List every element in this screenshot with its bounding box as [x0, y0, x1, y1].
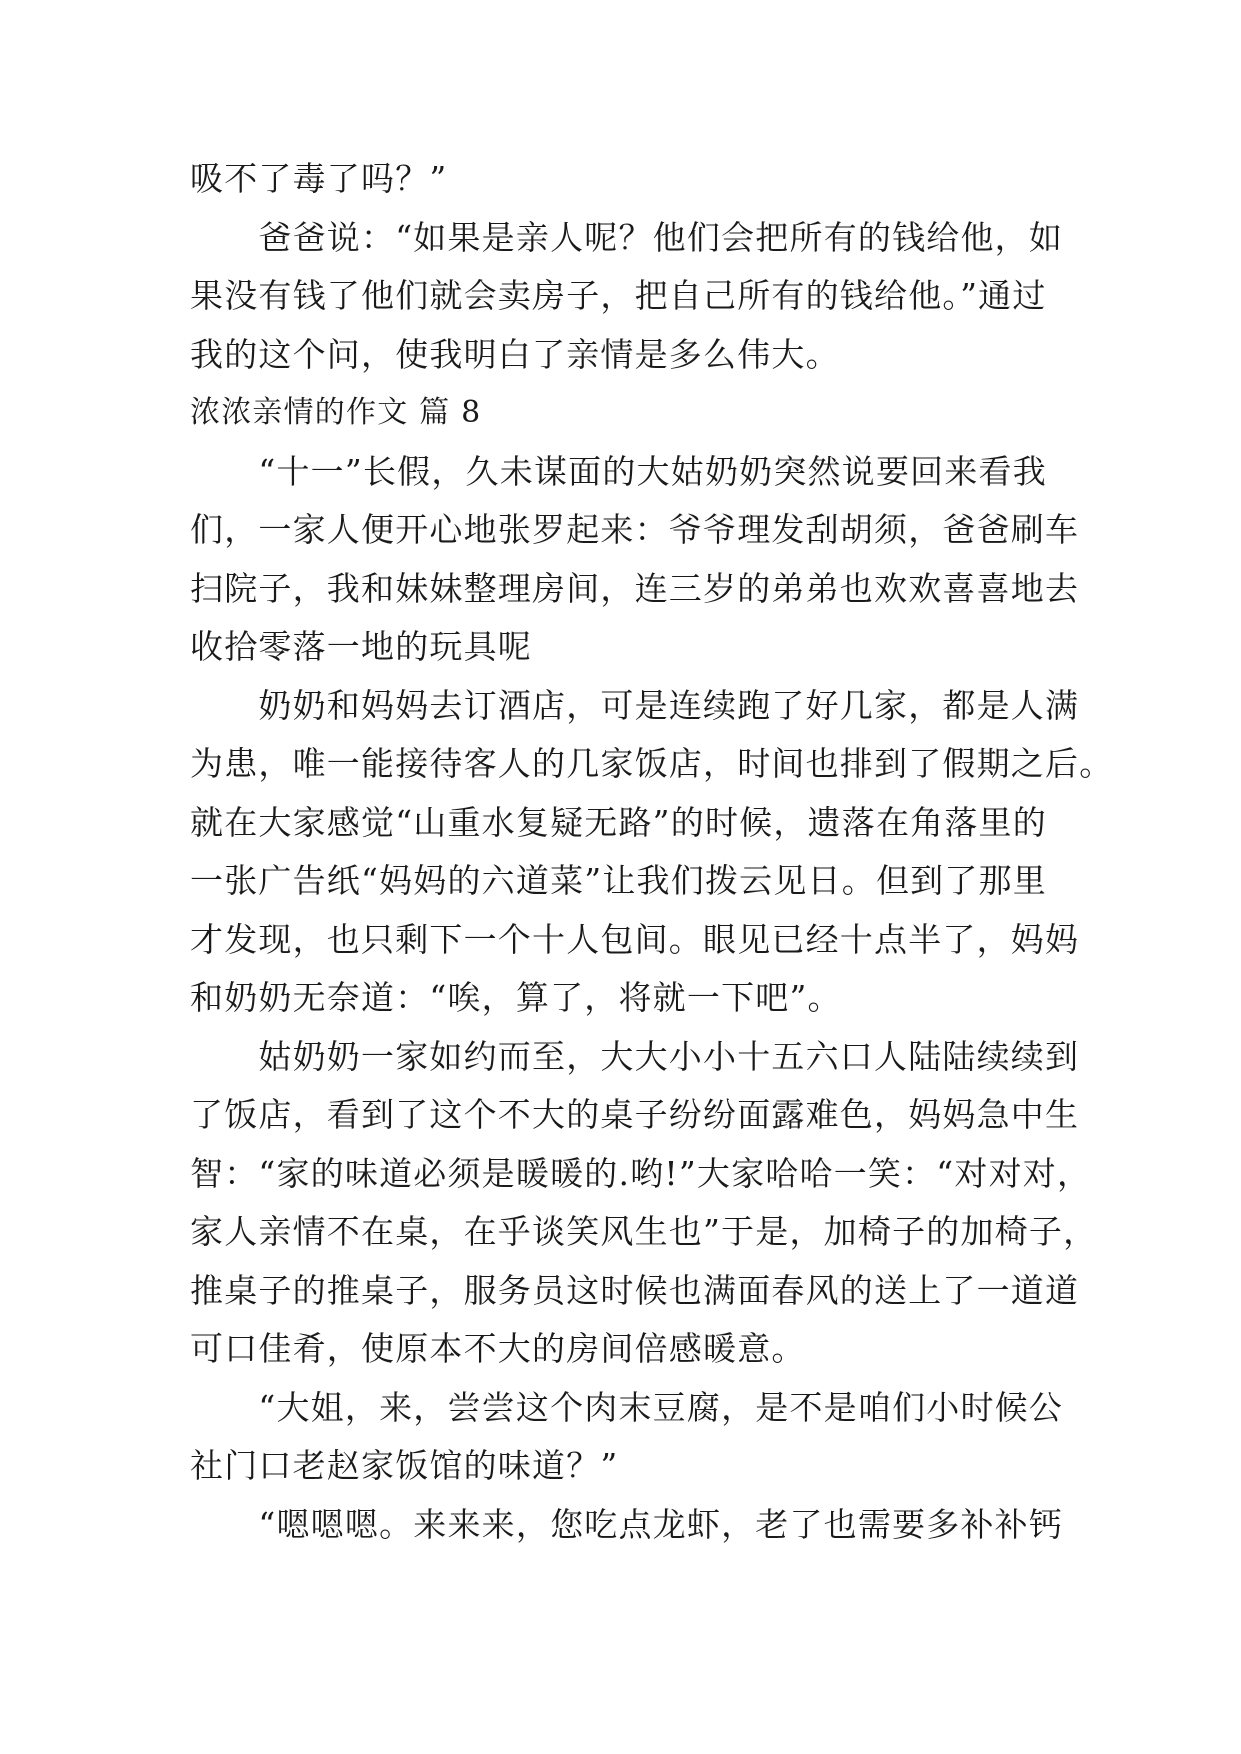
- paragraph-line: 推桌子的推桌子，服务员这时候也满面春风的送上了一道道: [190, 1270, 1080, 1310]
- document-body: [190, 150, 1114, 1554]
- paragraph-line: 和奶奶无奈道：“唉，算了，将就一下吧”。: [190, 978, 842, 1017]
- paragraph-line: “十一”长假，久未谋面的大姑奶奶突然说要回来看我: [190, 451, 1047, 491]
- paragraph-line: 就在大家感觉“山重水复疑无路”的时候，遗落在角落里的: [190, 802, 1047, 842]
- paragraph-line: 社门口老赵家饭馆的味道？”: [190, 1446, 619, 1485]
- section-heading: 浓浓亲情的作文 篇 8: [190, 395, 482, 430]
- paragraph-line: 才发现，也只剩下一个十人包间。眼见已经十点半了，妈妈: [190, 919, 1080, 959]
- paragraph-line: 为患，唯一能接待客人的几家饭店，时间也排到了假期之后。: [190, 744, 1114, 783]
- paragraph-line: 家人亲情不在桌，在乎谈笑风生也”于是，加椅子的加椅子，: [190, 1212, 1098, 1251]
- paragraph-line: 智：“家的味道必须是暖暖的.哟!”大家哈哈一笑：“对对对，: [190, 1153, 1092, 1193]
- paragraph-line: 我的这个问，使我明白了亲情是多么伟大。: [190, 334, 840, 374]
- paragraph-line: 们，一家人便开心地张罗起来：爷爷理发刮胡须，爸爸刷车: [190, 510, 1080, 549]
- paragraph-line: “嗯嗯嗯。来来来，您吃点龙虾，老了也需要多补补钙: [190, 1504, 1064, 1544]
- paragraph-line: 果没有钱了他们就会卖房子，把自己所有的钱给他。”通过: [190, 276, 1047, 315]
- paragraph-line: 收拾零落一地的玩具呢: [190, 627, 532, 666]
- paragraph-line: 奶奶和妈妈去订酒店，可是连续跑了好几家，都是人满: [190, 685, 1080, 725]
- paragraph-line: “大姐，来，尝尝这个肉末豆腐，是不是咱们小时候公: [190, 1387, 1064, 1427]
- paragraph-line: 了饭店，看到了这个不大的桌子纷纷面露难色，妈妈急中生: [190, 1095, 1080, 1134]
- paragraph-line: 扫院子，我和妹妹整理房间，连三岁的弟弟也欢欢喜喜地去: [190, 568, 1080, 608]
- paragraph-line: 姑奶奶一家如约而至，大大小小十五六口人陆陆续续到: [190, 1036, 1080, 1076]
- paragraph-line: 一张广告纸“妈妈的六道菜”让我们拨云见日。但到了那里: [190, 861, 1047, 900]
- paragraph-line: 可口佳肴，使原本不大的房间倍感暖意。: [190, 1329, 806, 1368]
- paragraph-line: 爸爸说：“如果是亲人呢？他们会把所有的钱给他，如: [190, 217, 1064, 257]
- paragraph-line: 吸不了毒了吗？”: [190, 159, 448, 198]
